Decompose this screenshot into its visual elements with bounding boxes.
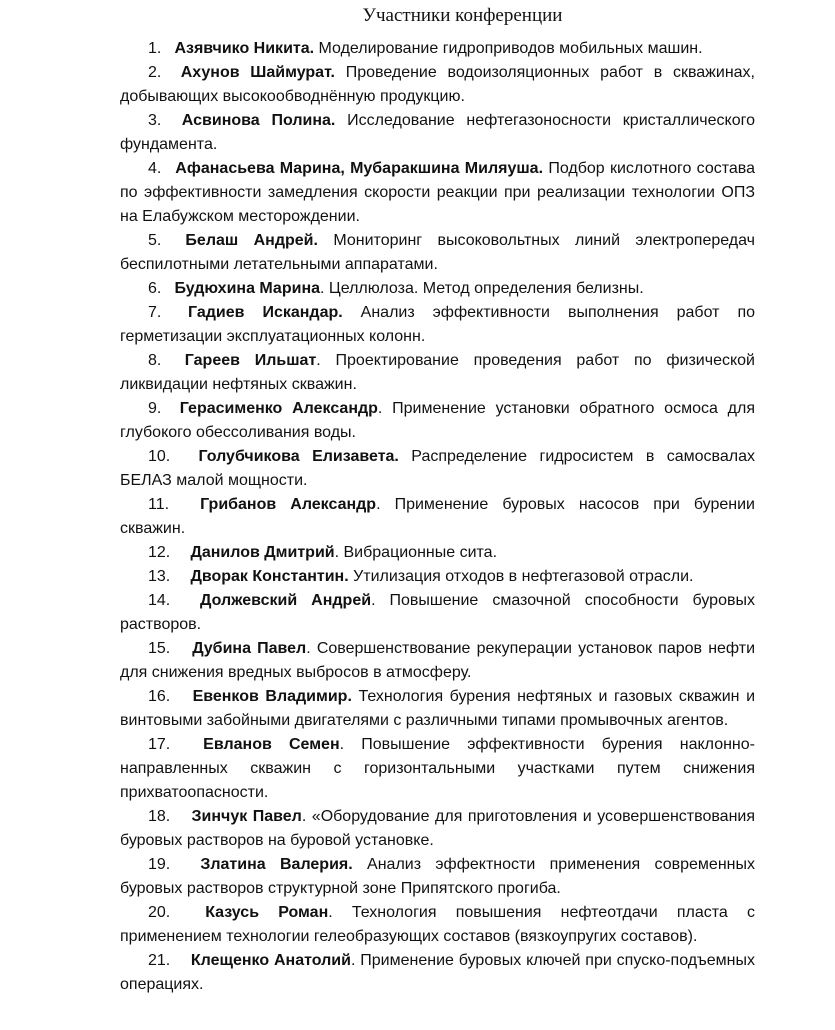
report-topic: Моделирование гидроприводов мобильных машин. xyxy=(314,40,703,57)
item-number: 11. xyxy=(148,496,170,513)
list-item xyxy=(120,685,755,733)
report-topic: . Повышение эффективности бурения наклонно-направленных скважин с горизонтальными участками путем снижения прихватоопасности. xyxy=(120,736,755,801)
report-topic: Мониторинг высоковольтных линий электропередач беспилотными летательными аппаратами. xyxy=(120,232,756,273)
list-item xyxy=(120,349,755,397)
report-topic: Анализ эффектности применения современных буровых растворов структурной зоне Припятского прогиба. xyxy=(120,856,755,897)
participant-name: Гареев Ильшат xyxy=(184,352,317,369)
list-item xyxy=(120,109,755,157)
item-number: 5. xyxy=(148,232,162,249)
list-item xyxy=(120,733,755,805)
participant-name: Евланов Семен xyxy=(203,736,340,753)
item-number: 21. xyxy=(148,952,171,969)
participant-name: Будюхина Марина xyxy=(174,280,320,297)
participant-name: Белаш Андрей. xyxy=(185,232,318,249)
item-number: 15. xyxy=(148,640,171,657)
item-number: 16. xyxy=(148,688,171,705)
item-number: 10. xyxy=(148,448,171,465)
item-number: 6. xyxy=(148,280,162,297)
report-topic: . Применение буровых ключей при спуско-подъемных операциях. xyxy=(120,952,755,993)
list-item xyxy=(120,805,755,853)
participant-name: Афанасьева Марина, Мубаракшина Миляуша. xyxy=(175,160,544,177)
report-topic: Подбор кислотного состава по эффективности замедления скорости реакции при реализации технологии ОПЗ на Елабужском месторождении. xyxy=(120,160,756,225)
participant-name: Гадиев Искандар. xyxy=(187,304,343,321)
item-number: 2. xyxy=(148,64,162,81)
report-topic: . Целлюлоза. Метод определения белизны. xyxy=(320,280,644,297)
participant-name: Данилов Дмитрий xyxy=(190,544,335,561)
item-number: 17. xyxy=(148,736,171,753)
item-number: 20. xyxy=(148,904,171,921)
list-item xyxy=(120,541,755,565)
list-item xyxy=(120,853,755,901)
item-number: 18. xyxy=(148,808,171,825)
list-item xyxy=(120,589,755,637)
list-item xyxy=(120,565,755,589)
participant-name: Казусь Роман xyxy=(205,904,329,921)
list-item xyxy=(120,901,755,949)
participant-name: Ахунов Шаймурат. xyxy=(180,64,335,81)
list-item xyxy=(120,277,755,301)
list-item xyxy=(120,637,755,685)
participants-list xyxy=(120,37,755,997)
report-topic: . «Оборудование для приготовления и усовершенствования буровых растворов на буровой установке. xyxy=(120,808,756,849)
report-topic: Анализ эффективности выполнения работ по герметизации эксплуатационных колонн. xyxy=(120,304,756,345)
participant-name: Дворак Константин. xyxy=(190,568,349,585)
report-topic: . Применение установки обратного осмоса для глубокого обессоливания воды. xyxy=(120,400,755,441)
item-number: 8. xyxy=(148,352,162,369)
participant-name: Дубина Павел xyxy=(192,640,307,657)
report-topic: Распределение гидросистем в самосвалах БЕЛАЗ малой мощности. xyxy=(120,448,755,489)
participant-name: Грибанов Александр xyxy=(200,496,377,513)
item-number: 7. xyxy=(148,304,162,321)
report-topic: Проведение водоизоляционных работ в скважинах, добывающих высокообводнённую продукцию. xyxy=(120,64,755,105)
item-number: 1. xyxy=(148,40,162,57)
participant-name: Голубчикова Елизавета. xyxy=(198,448,399,465)
report-topic: Утилизация отходов в нефтегазовой отрасли. xyxy=(348,568,694,585)
report-topic: . Проектирование проведения работ по физической ликвидации нефтяных скважин. xyxy=(120,352,755,393)
report-topic: . Применение буровых насосов при бурении скважин. xyxy=(120,496,755,537)
report-topic: . Совершенствование рекуперации установок паров нефти для снижения вредных выбросов в атмосферу. xyxy=(120,640,756,681)
item-number: 3. xyxy=(148,112,162,129)
report-topic: . Повышение смазочной способности буровых растворов. xyxy=(120,592,755,633)
participant-name: Златина Валерия. xyxy=(200,856,353,873)
list-item xyxy=(120,949,755,997)
list-item xyxy=(120,397,755,445)
item-number: 4. xyxy=(148,160,162,177)
participant-name: Герасименко Александр xyxy=(179,400,378,417)
report-topic: Исследование нефтегазоносности кристаллического фундамента. xyxy=(120,112,755,153)
participant-name: Должевский Андрей xyxy=(200,592,372,609)
list-item xyxy=(120,445,755,493)
participant-name: Асвинова Полина. xyxy=(181,112,336,129)
list-item xyxy=(120,301,755,349)
item-number: 12. xyxy=(148,544,171,561)
report-topic: . Технология повышения нефтеотдачи пласта с применением технологии гелеобразующих составов (вязкоупругих составов). xyxy=(120,904,755,945)
list-item xyxy=(120,37,755,61)
page-title: Участники конференции xyxy=(362,5,563,26)
participant-name: Азявчико Никита. xyxy=(174,40,315,57)
participant-name: Зинчук Павел xyxy=(191,808,302,825)
item-number: 14. xyxy=(148,592,171,609)
list-item xyxy=(120,493,755,541)
item-number: 9. xyxy=(148,400,162,417)
item-number: 13. xyxy=(148,568,171,585)
participant-name: Евенков Владимир. xyxy=(192,688,352,705)
list-item xyxy=(120,61,755,109)
item-number: 19. xyxy=(148,856,171,873)
participant-name: Клещенко Анатолий xyxy=(190,952,351,969)
list-item xyxy=(120,157,755,229)
report-topic: Технология бурения нефтяных и газовых скважин и винтовыми забойными двигателями с различными типами промывочных агентов. xyxy=(120,688,755,729)
report-topic: . Вибрационные сита. xyxy=(334,544,498,561)
list-item xyxy=(120,229,755,277)
